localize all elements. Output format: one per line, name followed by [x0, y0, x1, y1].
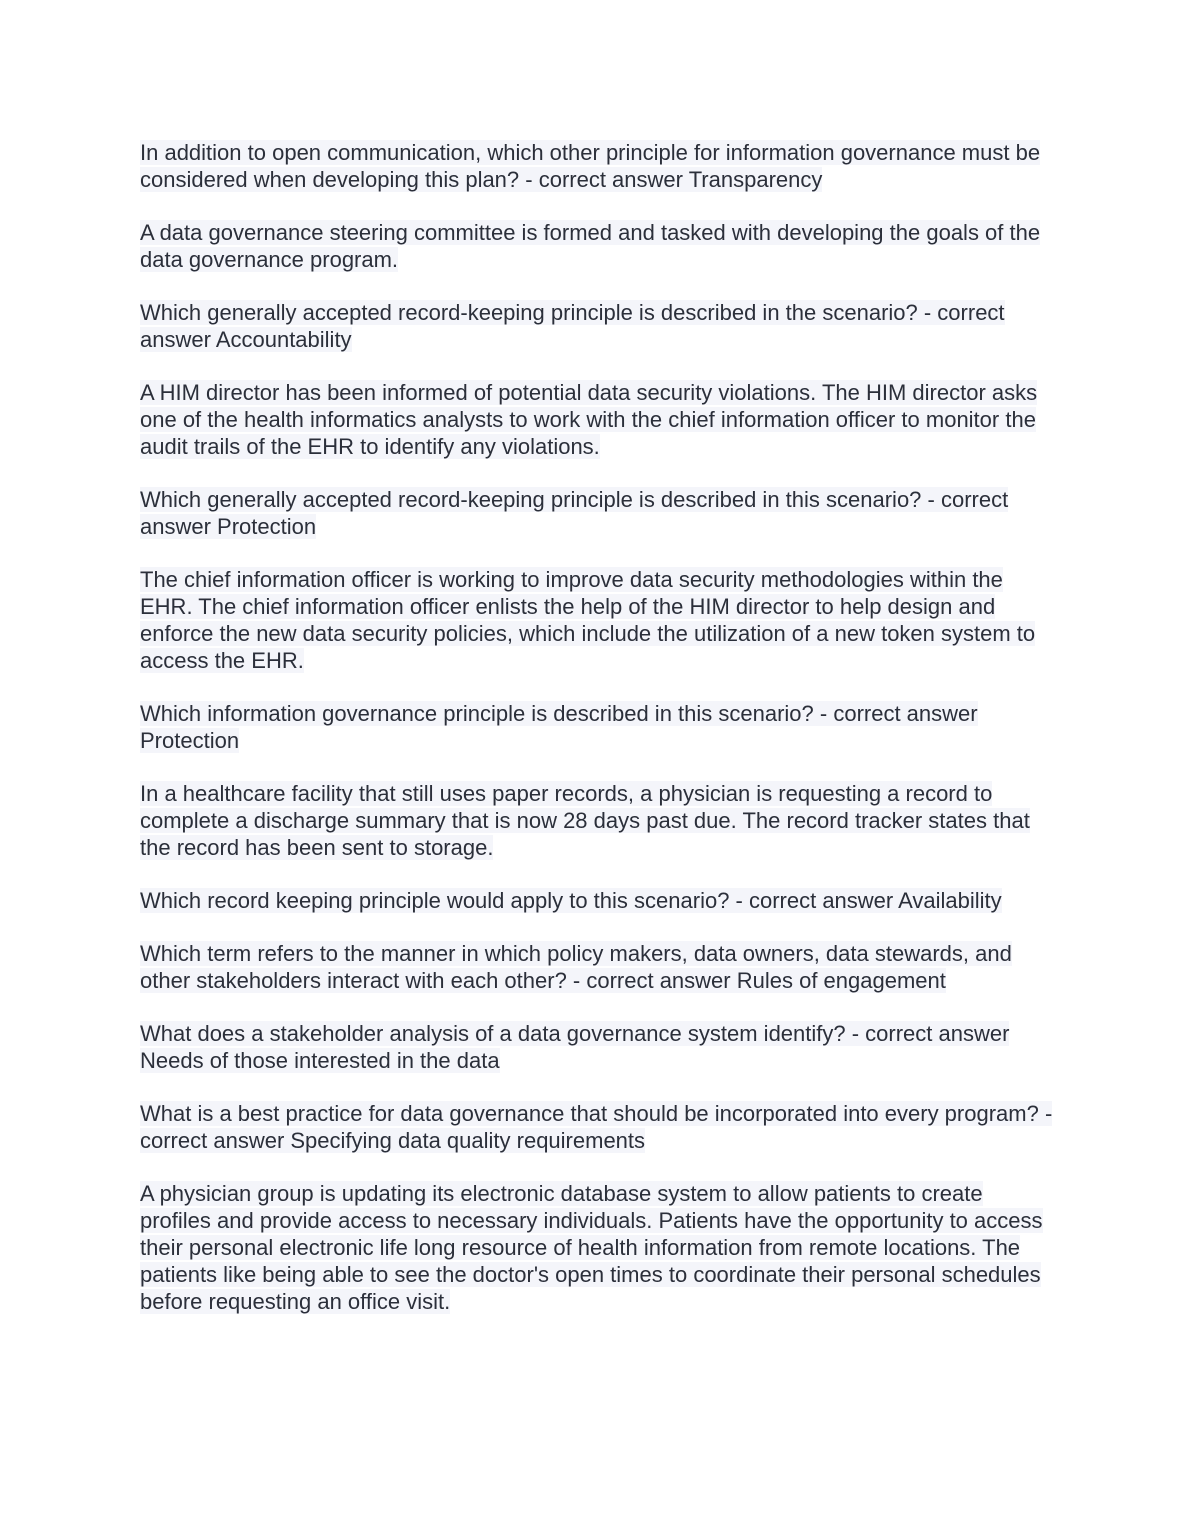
- paragraph-steering-committee-scenario: [140, 219, 1055, 273]
- paragraph-stakeholder-analysis-question: [140, 1020, 1055, 1074]
- paragraph-text: In addition to open communication, which other principle for information governance must be considered when developing this plan? - correct answer Transparency: [140, 140, 1041, 192]
- paragraph-rules-of-engagement-question: [140, 940, 1055, 994]
- paragraph-accountability-question: [140, 299, 1055, 353]
- paragraph-text: What is a best practice for data governance that should be incorporated into every program? - correct answer Specifying data quality requirements: [140, 1101, 1053, 1153]
- paragraph-physician-group-scenario: [140, 1180, 1055, 1315]
- paragraph-text: A physician group is updating its electronic database system to allow patients to create profiles and provide access to necessary individuals. Patients have the opportunity to access their personal electronic life long resource of health information from remote locations. The patients like being able to see the doctor's open times to coordinate their personal schedules before requesting an office visit.: [140, 1181, 1043, 1314]
- paragraph-text: Which term refers to the manner in which policy makers, data owners, data stewards, and other stakeholders interact with each other? - correct answer Rules of engagement: [140, 941, 1012, 993]
- paragraph-text: Which record keeping principle would apply to this scenario? - correct answer Availability: [140, 888, 1002, 913]
- paragraph-him-director-scenario: [140, 379, 1055, 460]
- paragraph-text: Which information governance principle is described in this scenario? - correct answer Protection: [140, 701, 978, 753]
- paragraph-protection-question-1: [140, 486, 1055, 540]
- paragraph-transparency-question: [140, 139, 1055, 193]
- paragraph-best-practice-question: [140, 1100, 1055, 1154]
- paragraph-text: What does a stakeholder analysis of a data governance system identify? - correct answer Needs of those interested in the data: [140, 1021, 1010, 1073]
- paragraph-protection-question-2: [140, 700, 1055, 754]
- paragraph-cio-scenario: [140, 566, 1055, 674]
- paragraph-availability-question: [140, 887, 1055, 914]
- paragraph-text: The chief information officer is working to improve data security methodologies within the EHR. The chief information officer enlists the help of the HIM director to help design and enforce the new data security policies, which include the utilization of a new token system to access the EHR.: [140, 567, 1036, 673]
- paragraph-text: In a healthcare facility that still uses paper records, a physician is requesting a record to complete a discharge summary that is now 28 days past due. The record tracker states that the record has been sent to storage.: [140, 781, 1030, 860]
- document-body: [140, 139, 1055, 1341]
- paragraph-text: Which generally accepted record-keeping principle is described in the scenario? - correct answer Accountability: [140, 300, 1005, 352]
- paragraph-text: A HIM director has been informed of potential data security violations. The HIM director asks one of the health informatics analysts to work with the chief information officer to monitor the audit trails of the EHR to identify any violations.: [140, 380, 1038, 459]
- paragraph-paper-records-scenario: [140, 780, 1055, 861]
- paragraph-text: Which generally accepted record-keeping principle is described in this scenario? - correct answer Protection: [140, 487, 1009, 539]
- paragraph-text: A data governance steering committee is formed and tasked with developing the goals of the data governance program.: [140, 220, 1041, 272]
